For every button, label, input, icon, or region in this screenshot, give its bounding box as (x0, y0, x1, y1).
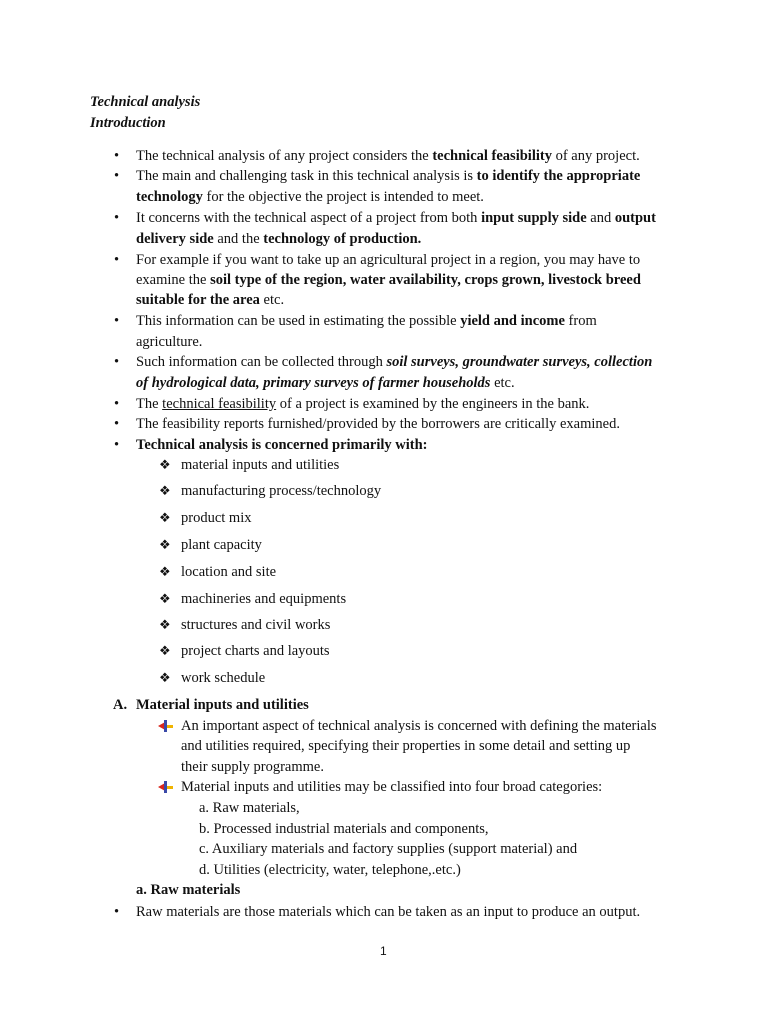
bullet-6-line-2: of hydrological data, primary surveys of farmer households etc. (136, 375, 515, 391)
sub-item: project charts and layouts (181, 643, 330, 659)
sub-item: plant capacity (181, 537, 262, 553)
bullet-5-line-1: This information can be used in estimating the possible yield and income from (136, 313, 597, 329)
diamond-bullet-icon: ❖ (159, 643, 171, 658)
diamond-bullet-icon: ❖ (159, 591, 171, 606)
sub-item: manufacturing process/technology (181, 483, 382, 499)
bullet-2-line-1: The main and challenging task in this technical analysis is to identify the appropriate (136, 168, 641, 184)
diamond-bullet-icon: ❖ (159, 537, 171, 552)
sub-item: machineries and equipments (181, 591, 347, 607)
bullet-3-line-2: delivery side and the technology of production. (136, 231, 422, 247)
diamond-bullet-icon: ❖ (159, 483, 171, 498)
section-a-label: A. (113, 697, 128, 713)
bullet-icon: • (114, 252, 120, 268)
bullet-8: The feasibility reports furnished/provided by the borrowers are critically examined. (136, 416, 620, 432)
section-a-para-1-line-1: An important aspect of technical analysis is concerned with defining the materials (181, 718, 657, 734)
diamond-bullet-icon: ❖ (159, 457, 171, 472)
category-item: a. Raw materials, (199, 800, 300, 816)
bullet-2-line-2: technology for the objective the project is intended to meet. (136, 189, 484, 205)
bullet-4-line-2: examine the soil type of the region, water availability, crops grown, livestock breed (136, 272, 641, 288)
bullet-icon: • (114, 354, 120, 370)
raw-materials-heading: a. Raw materials (136, 882, 241, 898)
bullet-icon: • (114, 437, 120, 453)
section-a-para-1-line-3: their supply programme. (181, 759, 324, 775)
category-item: d. Utilities (electricity, water, telephone,.etc.) (199, 862, 461, 878)
bullet-4-line-3: suitable for the area etc. (136, 292, 285, 308)
page-number: 1 (380, 944, 387, 958)
bullet-icon: • (114, 210, 120, 226)
arrow-bullet-icon (158, 781, 173, 793)
bullet-icon: • (114, 396, 120, 412)
bullet-7: The technical feasibility of a project is examined by the engineers in the bank. (136, 396, 590, 412)
bullet-icon: • (114, 168, 120, 184)
arrow-bullet-icon (158, 720, 173, 732)
diamond-bullet-icon: ❖ (159, 564, 171, 579)
bullet-3-line-1: It concerns with the technical aspect of a project from both input supply side and output (136, 210, 656, 226)
raw-materials-text: Raw materials are those materials which can be taken as an input to produce an output. (136, 904, 641, 920)
bullet-5-line-2: agriculture. (136, 334, 203, 350)
section-a-para-2: Material inputs and utilities may be classified into four broad categories: (181, 779, 603, 795)
sub-item: structures and civil works (181, 617, 331, 633)
bullet-6-line-1: Such information can be collected through soil surveys, groundwater surveys, collection (136, 354, 653, 370)
category-item: b. Processed industrial materials and components, (199, 821, 489, 837)
doc-subtitle: Introduction (90, 115, 166, 131)
bullet-icon: • (114, 416, 120, 432)
category-item: c. Auxiliary materials and factory supplies (support material) and (199, 841, 578, 857)
bullet-icon: • (114, 313, 120, 329)
sub-item: material inputs and utilities (181, 457, 340, 473)
diamond-bullet-icon: ❖ (159, 510, 171, 525)
section-a-para-1-line-2: and utilities required, specifying their properties in some detail and setting up (181, 738, 631, 754)
sub-item: work schedule (181, 670, 266, 686)
sub-item: location and site (181, 564, 277, 580)
bullet-icon: • (114, 148, 120, 164)
diamond-bullet-icon: ❖ (159, 617, 171, 632)
doc-title: Technical analysis (90, 94, 201, 110)
diamond-bullet-icon: ❖ (159, 670, 171, 685)
bullet-icon: • (114, 904, 120, 920)
bullet-4-line-1: For example if you want to take up an agricultural project in a region, you may have to (136, 252, 641, 268)
sub-item: product mix (181, 510, 252, 526)
bullet-9: Technical analysis is concerned primarily with: (136, 437, 428, 453)
bullet-1: The technical analysis of any project considers the technical feasibility of any project. (136, 148, 640, 164)
section-a-title: Material inputs and utilities (136, 697, 309, 713)
